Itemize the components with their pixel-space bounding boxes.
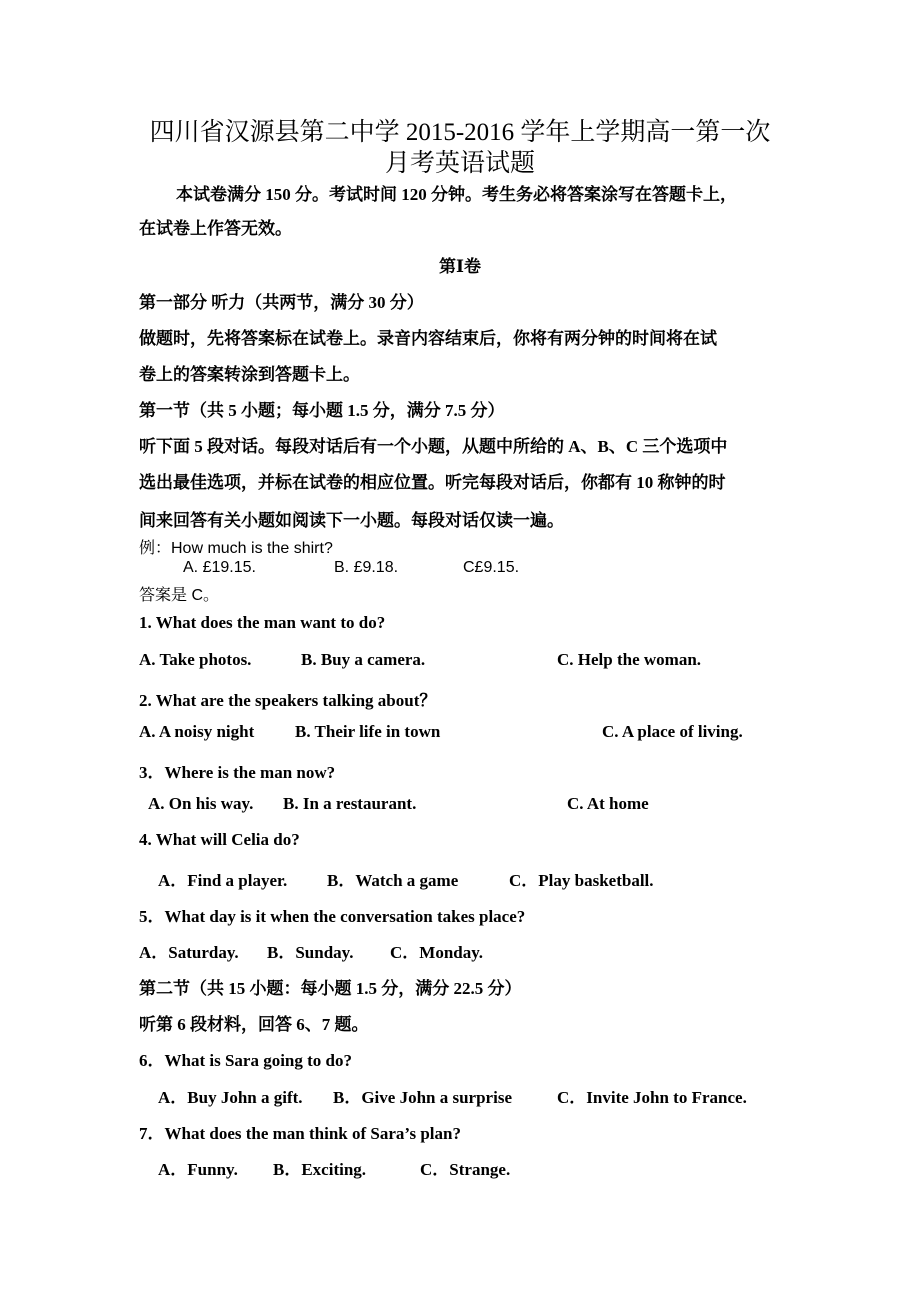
q4-option-c: C．Play basketball. bbox=[509, 871, 654, 890]
q7-option-b: B．Exciting. bbox=[273, 1160, 367, 1179]
q3-option-c: C. At home bbox=[567, 794, 649, 813]
part1-instruction-line2: 卷上的答案转涂到答题卡上。 bbox=[139, 365, 360, 384]
q1-option-a: A. Take photos. bbox=[139, 650, 252, 669]
question-1: 1. What does the man want to do? bbox=[139, 613, 386, 632]
section1-instruction-line1: 听下面 5 段对话。每段对话后有一个小题，从题中所给的 A、B、C 三个选项中 bbox=[139, 437, 728, 456]
section1-heading: 第一节（共 5 小题；每小题 1.5 分，满分 7.5 分） bbox=[139, 401, 505, 420]
question-5: 5．What day is it when the conversation takes place? bbox=[139, 907, 526, 926]
question-3: 3．Where is the man now? bbox=[139, 763, 336, 782]
exam-title-line2: 月考英语试题 bbox=[384, 150, 535, 177]
q6-option-a: A．Buy John a gift. bbox=[158, 1088, 303, 1107]
q5-option-b: B．Sunday. bbox=[267, 943, 354, 962]
exam-title-line1: 四川省汉源县第二中学 2015-2016 学年上学期高一第一次 bbox=[149, 119, 771, 146]
part1-instruction-line1: 做题时，先将答案标在试卷上。录音内容结束后，你将有两分钟的时间将在试 bbox=[139, 329, 717, 348]
q1-option-b: B. Buy a camera. bbox=[301, 650, 426, 669]
example-option-b: B. £9.18. bbox=[334, 559, 399, 576]
q1-option-c: C. Help the woman. bbox=[557, 650, 702, 669]
example-answer: 答案是 C。 bbox=[139, 587, 220, 604]
section1-instruction-line3: 间来回答有关小题如阅读下一小题。每段对话仅读一遍。 bbox=[139, 511, 564, 530]
q4-option-a: A．Find a player. bbox=[158, 871, 288, 890]
q4-option-b: B．Watch a game bbox=[327, 871, 459, 890]
section1-instruction-line2: 选出最佳选项，并标在试卷的相应位置。听完每段对话后，你都有 10 称钟的时 bbox=[139, 473, 726, 492]
intro-line2: 在试卷上作答无效。 bbox=[139, 219, 292, 238]
q5-option-c: C．Monday. bbox=[390, 943, 484, 962]
part1-heading: 第一部分 听力（共两节，满分 30 分） bbox=[139, 293, 424, 312]
q2-option-c: C. A place of living. bbox=[602, 722, 743, 741]
q6-option-b: B．Give John a surprise bbox=[333, 1088, 512, 1107]
section2-instruction: 听第 6 段材料，回答 6、7 题。 bbox=[139, 1015, 369, 1034]
intro-line1: 本试卷满分 150 分。考试时间 120 分钟。考生务必将答案涂写在答题卡上， bbox=[176, 185, 737, 204]
example-option-c: C£9.15. bbox=[463, 559, 520, 576]
q2-option-b: B. Their life in town bbox=[295, 722, 441, 741]
q7-option-a: A．Funny. bbox=[158, 1160, 238, 1179]
example-option-a: A. £19.15. bbox=[183, 559, 256, 576]
q3-option-b: B. In a restaurant. bbox=[283, 794, 417, 813]
question-7: 7．What does the man think of Sara’s plan? bbox=[139, 1124, 461, 1143]
q6-option-c: C．Invite John to France. bbox=[557, 1088, 747, 1107]
q7-option-c: C．Strange. bbox=[420, 1160, 511, 1179]
q5-option-a: A．Saturday. bbox=[139, 943, 239, 962]
question-2: 2. What are the speakers talking about？ bbox=[139, 691, 437, 710]
example-question: 例：How much is the shirt? bbox=[139, 540, 333, 557]
q3-option-a: A. On his way. bbox=[148, 794, 254, 813]
volume-heading: 第Ⅰ卷 bbox=[439, 257, 481, 276]
question-4: 4. What will Celia do? bbox=[139, 830, 300, 849]
section2-heading: 第二节（共 15 小题：每小题 1.5 分，满分 22.5 分） bbox=[139, 979, 522, 998]
q2-option-a: A. A noisy night bbox=[139, 722, 255, 741]
question-6: 6．What is Sara going to do? bbox=[139, 1051, 352, 1070]
